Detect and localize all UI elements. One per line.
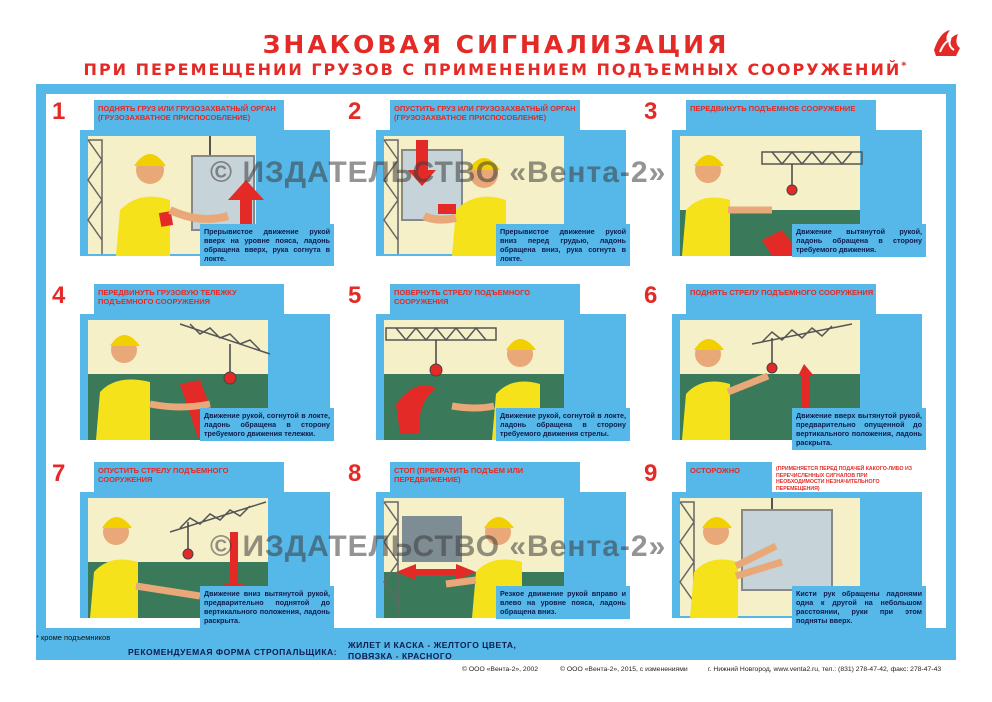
footer-copyright-2002: © ООО «Вента-2», 2002: [462, 666, 539, 673]
panel-caption: Кисти рук обращены ладонями одна к другой на небольшом расстоянии, руки при этом подняты вверх.: [792, 586, 926, 628]
footer-contacts: г. Нижний Новгород, www.venta2.ru, тел.: (831) 278-47-42, факс: 278-47-43: [708, 666, 942, 673]
recommended-uniform-line2: ПОВЯЗКА - КРАСНОГО: [348, 651, 453, 662]
panel-number: 6: [644, 282, 658, 309]
recommended-uniform-line1: ЖИЛЕТ И КАСКА - ЖЕЛТОГО ЦВЕТА,: [348, 640, 517, 650]
panel-caption: Движение вверх вытянутой рукой, предварительно опущенной до вертикального положения, ладонь раскрыта.: [792, 408, 926, 450]
panel-title: ПОДНЯТЬ ГРУЗ ИЛИ ГРУЗОЗАХВАТНЫЙ ОРГАН (ГРУЗОЗАХВАТНОЕ ПРИСПОСОБЛЕНИЕ): [94, 100, 284, 134]
recommended-uniform-label: РЕКОМЕНДУЕМАЯ ФОРМА СТРОПАЛЬЩИКА:: [128, 647, 337, 657]
venta-flame-logo-icon: [930, 28, 964, 58]
panel-caption: Прерывистое движение рукой вниз перед грудью, ладонь обращена вниз, рука согнута в локте.: [496, 224, 630, 266]
panel-number: 5: [348, 282, 362, 309]
panel-number: 8: [348, 460, 362, 487]
panel-title: ОПУСТИТЬ ГРУЗ ИЛИ ГРУЗОЗАХВАТНЫЙ ОРГАН (ГРУЗОЗАХВАТНОЕ ПРИСПОСОБЛЕНИЕ): [390, 100, 580, 134]
panel-title: ПОДНЯТЬ СТРЕЛУ ПОДЪЕМНОГО СООРУЖЕНИЯ: [686, 284, 876, 318]
panel-number: 4: [52, 282, 66, 309]
panel-title: ОПУСТИТЬ СТРЕЛУ ПОДЪЕМНОГО СООРУЖЕНИЯ: [94, 462, 284, 496]
panel-caption: Движение вниз вытянутой рукой, предварительно поднятой до вертикального положения, ладонь раскрыта.: [200, 586, 334, 628]
panel-caption: Резкое движение рукой вправо и влево на уровне пояса, ладонь обращена вниз.: [496, 586, 630, 619]
footnote: [36, 633, 110, 642]
panel-caption: Прерывистое движение рукой вверх на уровне пояса, ладонь обращена вверх, рука согнута в локте.: [200, 224, 334, 266]
watermark-bottom: © ИЗДАТЕЛЬСТВО «Вента-2»: [210, 530, 667, 563]
recommended-uniform-value: [348, 640, 516, 663]
panel-number: 9: [644, 460, 658, 487]
poster-title: ЗНАКОВАЯ СИГНАЛИЗАЦИЯ: [262, 30, 730, 59]
footer-copyright-2015: © ООО «Вента-2», 2015, с изменениями: [560, 666, 688, 673]
panel-number: 1: [52, 98, 66, 125]
signal-panel-4: [50, 280, 336, 452]
panel-title: СТОП (ПРЕКРАТИТЬ ПОДЪЕМ ИЛИ ПЕРЕДВИЖЕНИЕ): [390, 462, 580, 496]
panel-title: ПОВЕРНУТЬ СТРЕЛУ ПОДЪЕМНОГО СООРУЖЕНИЯ: [390, 284, 580, 318]
panel-title: ПЕРЕДВИНУТЬ ПОДЪЕМНОЕ СООРУЖЕНИЕ: [686, 100, 876, 134]
footnote-text: кроме подъемников: [41, 633, 111, 642]
signal-panel-6: [642, 280, 928, 452]
panel-title-note: (ПРИМЕНЯЕТСЯ ПЕРЕД ПОДАЧЕЙ КАКОГО-ЛИБО ИЗ ПЕРЕЧИСЛЕННЫХ СИГНАЛОВ ПРИ НЕОБХОДИМОСТИ НЕЗНАЧИТЕЛЬНОГО ПЕРЕМЕЩЕНИЯ): [776, 466, 913, 492]
footnote-mark: *: [36, 633, 39, 642]
panel-title-text: ОСТОРОЖНО: [690, 466, 740, 475]
panel-caption: Движение вытянутой рукой, ладонь обращена в сторону требуемого движения.: [792, 224, 926, 257]
panel-title: [686, 462, 772, 496]
poster-subtitle-text: ПРИ ПЕРЕМЕЩЕНИИ ГРУЗОВ С ПРИМЕНЕНИЕМ ПОДЪЕМНЫХ СООРУЖЕНИЙ: [83, 60, 902, 79]
panel-number: 2: [348, 98, 362, 125]
panel-caption: Движение рукой, согнутой в локте, ладонь обращена в сторону требуемого движения тележки.: [200, 408, 334, 441]
poster-subtitle: [0, 60, 992, 79]
panel-number: 7: [52, 460, 66, 487]
panel-title: ПЕРЕДВИНУТЬ ГРУЗОВУЮ ТЕЛЕЖКУ ПОДЪЕМНОГО СООРУЖЕНИЯ: [94, 284, 284, 318]
panel-number: 3: [644, 98, 658, 125]
panel-caption: Движение рукой, согнутой в локте, ладонь обращена в сторону требуемого движения стрелы.: [496, 408, 630, 441]
subtitle-footnote-mark: *: [901, 60, 909, 72]
watermark-top: © ИЗДАТЕЛЬСТВО «Вента-2»: [210, 156, 667, 189]
signal-panel-5: [346, 280, 632, 452]
